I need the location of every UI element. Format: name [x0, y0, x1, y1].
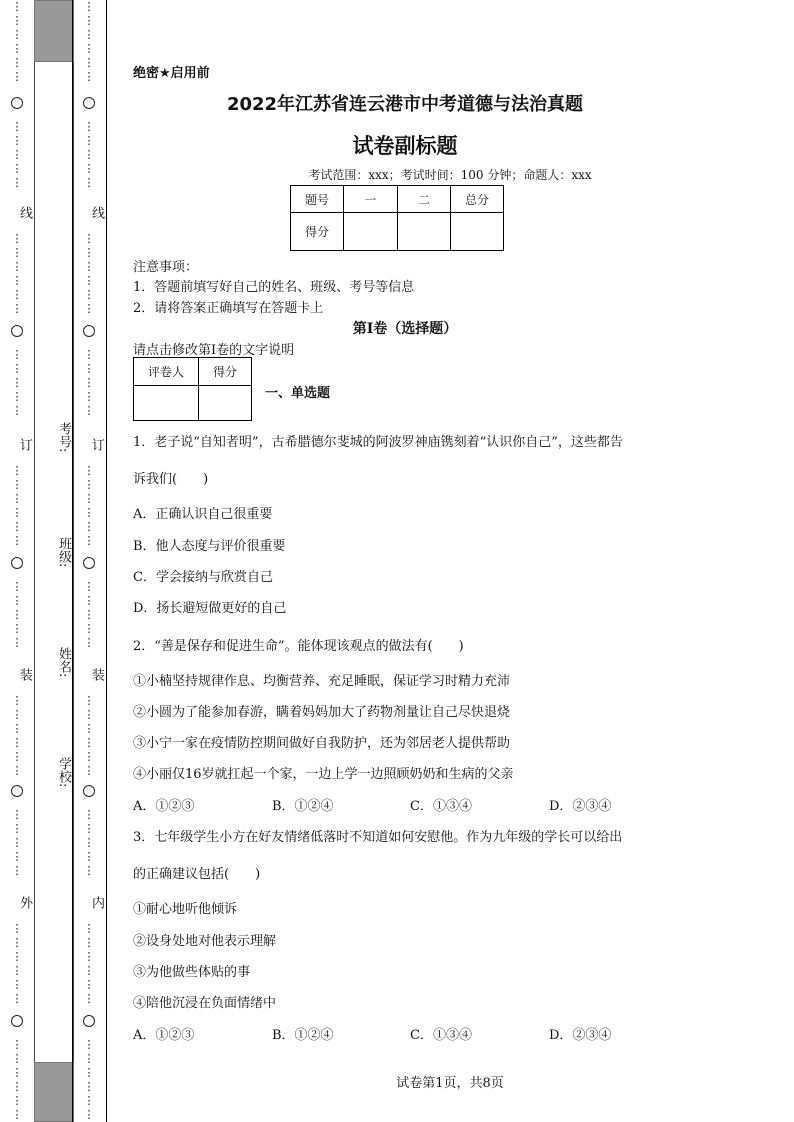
dotted-line: ⋮ ⋮ ⋮ ⋮ ⋮ ⋮ — [83, 694, 95, 777]
answer-option[interactable]: A．①②③ — [133, 799, 195, 814]
statement-item: ④陪他沉浸在负面情绪中 — [133, 996, 277, 1011]
page-title: 2022年江苏省连云港市中考道德与法治真题 — [226, 94, 584, 115]
answer-option[interactable]: C．①③④ — [410, 1028, 472, 1043]
margin-char: 订 — [89, 438, 104, 451]
answer-option[interactable]: D．扬长避短做更好的自己 — [133, 601, 287, 616]
grader-table — [133, 357, 252, 421]
exam-info: 考试范围：xxx；考试时间：100 分钟；命题人：xxx — [308, 168, 592, 182]
question-stem: 3．七年级学生小方在好友情绪低落时不知道如何安慰他。作为九年级的学长可以给出 — [133, 830, 623, 845]
statement-item: ④小丽仅16岁就扛起一个家，一边上学一边照顾奶奶和生病的父亲 — [133, 767, 514, 782]
answer-option[interactable]: B．他人态度与评价很重要 — [133, 539, 286, 554]
part-instruction[interactable]: 请点击修改第I卷的文字说明 — [133, 343, 295, 358]
answer-option[interactable]: A．①②③ — [133, 1028, 195, 1043]
dotted-line: ⋮ ⋮ ⋮ ⋮ ⋮ — [83, 808, 95, 877]
notes-item: 1．答题前填写好自己的姓名、班级、考号等信息 — [133, 280, 415, 295]
circle-mark — [83, 785, 95, 797]
answer-option[interactable]: B．①②④ — [272, 799, 334, 814]
page-footer: 试卷第1页，共8页 — [396, 1076, 504, 1091]
score-table-header: 二 — [398, 186, 451, 213]
dotted-line: ⋮ ⋮ ⋮ ⋮ ⋮ — [83, 580, 95, 649]
exam-number-label: 考号: — [56, 422, 71, 453]
statement-item: ②小圆为了能参加春游，瞒着妈妈加大了药物剂量让自己尽快退烧 — [133, 705, 511, 720]
dotted-line: ⋮ ⋮ ⋮ ⋮ ⋮ ⋮ — [11, 1038, 23, 1121]
dotted-line: ⋮ ⋮ ⋮ ⋮ ⋮ — [11, 120, 23, 189]
section-title: 一、单选题 — [265, 386, 331, 401]
answer-option[interactable]: B．①②④ — [272, 1028, 334, 1043]
dotted-line: ⋮ ⋮ ⋮ ⋮ ⋮ ⋮ — [11, 0, 23, 83]
answer-option[interactable]: D．②③④ — [549, 1028, 612, 1043]
grader-header: 得分 — [199, 358, 252, 386]
name-label: 姓名: — [56, 647, 71, 678]
dotted-line: ⋮ ⋮ ⋮ ⋮ ⋮ ⋮ — [83, 0, 95, 83]
dotted-line: ⋮ ⋮ ⋮ ⋮ ⋮ — [11, 348, 23, 417]
grader-cell[interactable] — [199, 386, 252, 421]
margin-char: 外 — [17, 896, 32, 909]
margin-char: 线 — [89, 206, 104, 219]
score-cell[interactable] — [451, 213, 504, 251]
question-stem: 1．老子说“自知者明”，古希腊德尔斐城的阿波罗神庙镌刻着“认识你自己”，这些都告 — [133, 435, 623, 450]
school-label: 学校: — [56, 757, 71, 788]
statement-item: ①耐心地听他倾诉 — [133, 902, 238, 917]
dotted-line: ⋮ ⋮ ⋮ ⋮ ⋮ ⋮ — [11, 922, 23, 1005]
score-cell[interactable] — [344, 213, 398, 251]
circle-mark — [11, 1015, 23, 1027]
notes-item: 2．请将答案正确填写在答题卡上 — [133, 301, 324, 316]
dotted-line: ⋮ ⋮ ⋮ ⋮ ⋮ ⋮ — [83, 464, 95, 547]
score-table-header: 总分 — [451, 186, 504, 213]
margin-gray-bottom — [34, 1062, 74, 1122]
circle-mark — [11, 325, 23, 337]
circle-mark — [83, 97, 95, 109]
dotted-line: ⋮ ⋮ ⋮ ⋮ ⋮ ⋮ — [83, 922, 95, 1005]
grader-header: 评卷人 — [134, 358, 199, 386]
answer-option[interactable]: D．②③④ — [549, 799, 612, 814]
dotted-line: ⋮ ⋮ ⋮ ⋮ ⋮ ⋮ — [11, 464, 23, 547]
dotted-line: ⋮ ⋮ ⋮ ⋮ ⋮ ⋮ — [11, 232, 23, 315]
margin-char: 装 — [17, 668, 32, 681]
margin-char: 装 — [89, 668, 104, 681]
answer-option[interactable]: A．正确认识自己很重要 — [133, 507, 273, 522]
circle-mark — [11, 557, 23, 569]
grader-cell[interactable] — [134, 386, 199, 421]
dotted-line: ⋮ ⋮ ⋮ ⋮ ⋮ — [11, 808, 23, 877]
confidential-label: 绝密★启用前 — [133, 66, 210, 81]
statement-item: ①小楠坚持规律作息、均衡营养、充足睡眠，保证学习时精力充沛 — [133, 674, 511, 689]
dotted-line: ⋮ ⋮ ⋮ ⋮ ⋮ ⋮ — [83, 232, 95, 315]
margin-gray-top — [34, 0, 74, 62]
answer-option[interactable]: C．①③④ — [410, 799, 472, 814]
circle-mark — [11, 97, 23, 109]
score-table — [290, 185, 504, 251]
statement-item: ②设身处地对他表示理解 — [133, 934, 277, 949]
outer-binding-strip — [0, 0, 34, 1122]
margin-char: 内 — [89, 896, 104, 909]
question-stem: 2．“善是保存和促进生命”。能体现该观点的做法有( ) — [133, 639, 464, 654]
question-stem: 诉我们( ) — [133, 472, 209, 487]
circle-mark — [11, 785, 23, 797]
class-label: 班级: — [56, 537, 71, 568]
inner-binding-strip — [72, 0, 106, 1122]
statement-item: ③为他做些体贴的事 — [133, 965, 251, 980]
circle-mark — [83, 557, 95, 569]
answer-option[interactable]: C．学会接纳与欣赏自己 — [133, 570, 273, 585]
page-subtitle: 试卷副标题 — [352, 134, 458, 158]
dotted-line: ⋮ ⋮ ⋮ ⋮ ⋮ ⋮ — [11, 694, 23, 777]
question-stem: 的正确建议包括( ) — [133, 867, 261, 882]
dotted-line: ⋮ ⋮ ⋮ ⋮ ⋮ — [11, 580, 23, 649]
dotted-line: ⋮ ⋮ ⋮ ⋮ ⋮ ⋮ — [83, 1038, 95, 1121]
statement-item: ③小宁一家在疫情防控期间做好自我防护，还为邻居老人提供帮助 — [133, 736, 511, 751]
dotted-line: ⋮ ⋮ ⋮ ⋮ ⋮ — [83, 348, 95, 417]
circle-mark — [83, 325, 95, 337]
student-info-band — [34, 62, 74, 1062]
notes-heading: 注意事项： — [133, 260, 199, 275]
part-title: 第I卷（选择题） — [352, 321, 458, 337]
score-table-header: 题号 — [291, 186, 344, 213]
score-row-label: 得分 — [291, 213, 344, 251]
circle-mark — [83, 1015, 95, 1027]
margin-char: 订 — [17, 438, 32, 451]
score-cell[interactable] — [398, 213, 451, 251]
margin-char: 线 — [17, 206, 32, 219]
dotted-line: ⋮ ⋮ ⋮ ⋮ ⋮ — [83, 120, 95, 189]
score-table-header: 一 — [344, 186, 398, 213]
